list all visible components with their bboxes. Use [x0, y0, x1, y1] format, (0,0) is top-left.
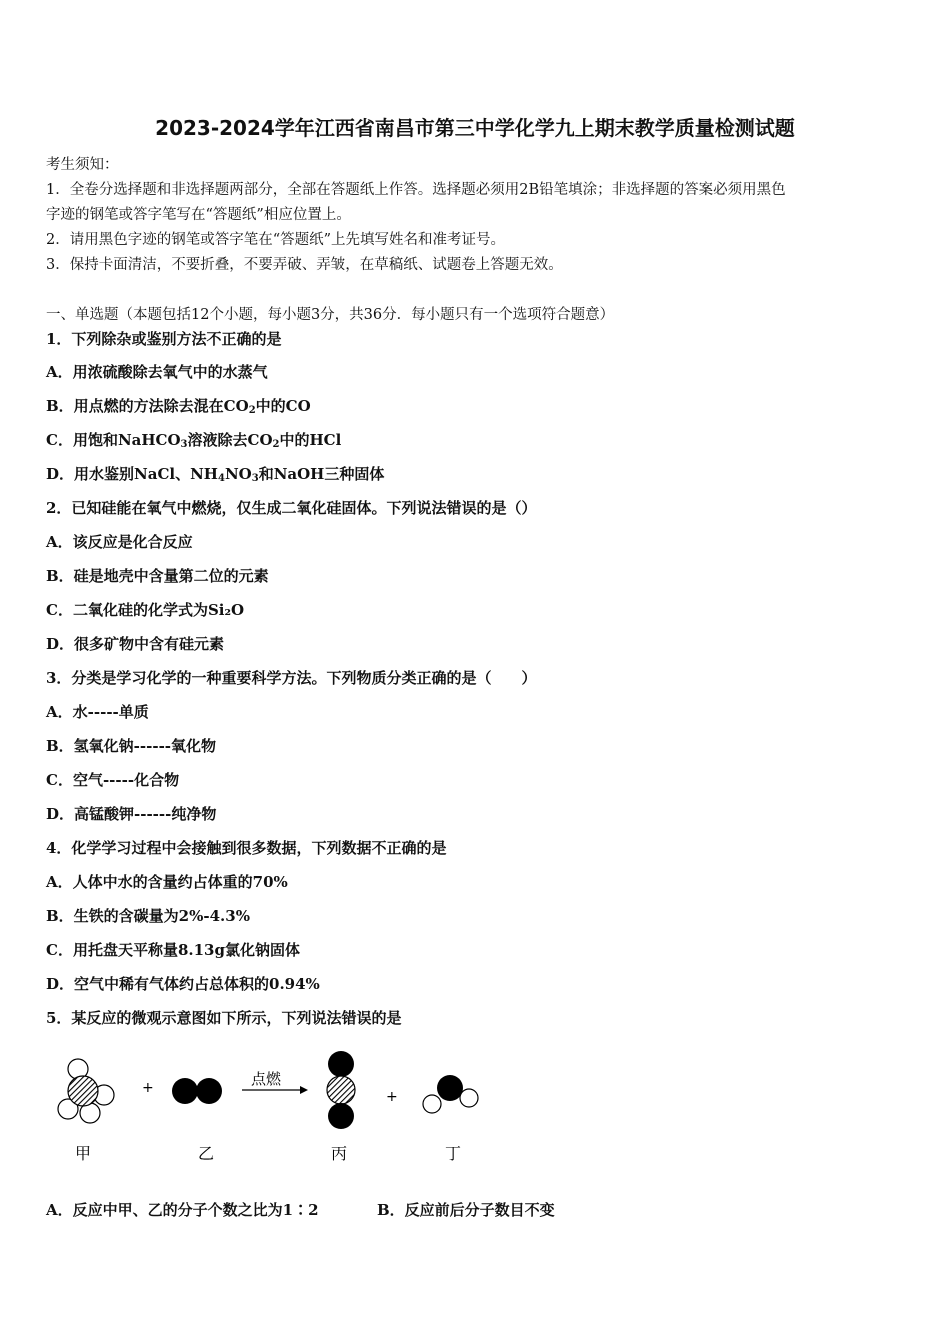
- question-1-option-d: D．用水鉴别NaCl、$NH_4NO_3$和NaOH三种固体: [46, 465, 385, 484]
- notice-line-2: 2．请用黑色字迹的钢笔或答字笔在“答题纸”上先填写姓名和准考证号。: [46, 232, 506, 248]
- question-5-stem: 5．某反应的微观示意图如下所示，下列说法错误的是: [46, 1009, 402, 1027]
- molecule-yi: [172, 1078, 222, 1104]
- question-1-option-b: B．用点燃的方法除去混在$CO_2$中的CO: [46, 397, 311, 416]
- plus-sign-2: +: [386, 1089, 398, 1105]
- plus-sign-1: +: [142, 1080, 154, 1096]
- label-yi: 乙: [197, 1144, 215, 1163]
- question-1-option-a: A．用浓硫酸除去氧气中的水蒸气: [46, 363, 268, 381]
- label-bing: 丙: [330, 1144, 348, 1163]
- notice-line-3: 3．保持卡面清洁，不要折叠，不要弄破、弄皱，在草稿纸、试题卷上答题无效。: [46, 257, 563, 273]
- notice-line-1-cont: 字迹的钢笔或答字笔写在“答题纸”相应位置上。: [46, 207, 351, 223]
- question-2-option-b: B．硅是地壳中含量第二位的元素: [46, 567, 269, 585]
- notice-line-1: 1．全卷分选择题和非选择题两部分，全部在答题纸上作答。选择题必须用2B铅笔填涂；非选择题的答案必须用黑色: [46, 182, 786, 198]
- question-2-option-c: C．二氧化硅的化学式为Si₂O: [46, 601, 245, 619]
- reaction-arrow: [242, 1070, 308, 1094]
- question-2-stem: 2．已知硅能在氧气中燃烧，仅生成二氧化硅固体。下列说法错误的是（）: [46, 499, 537, 517]
- label-jia: 甲: [74, 1144, 92, 1163]
- question-5-option-a: A．反应中甲、乙的分子个数之比为1∶2: [46, 1201, 319, 1219]
- question-4-option-b: B．生铁的含碳量为2%-4.3%: [46, 907, 250, 925]
- question-3-stem: 3．分类是学习化学的一种重要科学方法。下列物质分类正确的是（ ）: [46, 669, 537, 687]
- question-2-option-d: D．很多矿物中含有硅元素: [46, 635, 225, 653]
- molecule-bing: [327, 1051, 355, 1129]
- exam-title: 2023-2024学年江西省南昌市第三中学化学九上期末教学质量检测试题: [155, 116, 795, 140]
- question-3-option-c: C．空气-----化合物: [46, 771, 180, 789]
- notice-heading: 考生须知：: [46, 157, 119, 173]
- question-4-option-a: A．人体中水的含量约占体重的70%: [46, 873, 288, 891]
- question-3-option-b: B．氢氧化钠------氧化物: [46, 737, 217, 755]
- question-2-option-a: A．该反应是化合反应: [46, 533, 193, 551]
- question-4-option-c: C．用托盘天平称量8.13g氯化钠固体: [46, 941, 300, 959]
- molecule-jia: [58, 1059, 114, 1123]
- label-ding: 丁: [444, 1144, 462, 1163]
- question-4-stem: 4．化学学习过程中会接触到很多数据，下列数据不正确的是: [46, 839, 447, 857]
- question-1-option-c: C．用饱和NaHCO$_3$溶液除去$CO_2$中的HCl: [46, 431, 342, 450]
- question-3-option-d: D．高锰酸钾------纯净物: [46, 805, 217, 823]
- reaction-condition: 点燃: [251, 1070, 282, 1088]
- question-3-option-a: A．水-----单质: [46, 703, 149, 721]
- question-1-stem: 1．下列除杂或鉴别方法不正确的是: [46, 330, 282, 348]
- question-4-option-d: D．空气中稀有气体约占总体积的0.94%: [46, 975, 320, 993]
- section-heading: 一、单选题（本题包括12个小题，每小题3分，共36分．每小题只有一个选项符合题意）: [46, 307, 615, 323]
- reaction-diagram: [46, 1040, 506, 1170]
- molecule-ding: [423, 1075, 478, 1113]
- question-5-option-b: B．反应前后分子数目不变: [377, 1201, 555, 1219]
